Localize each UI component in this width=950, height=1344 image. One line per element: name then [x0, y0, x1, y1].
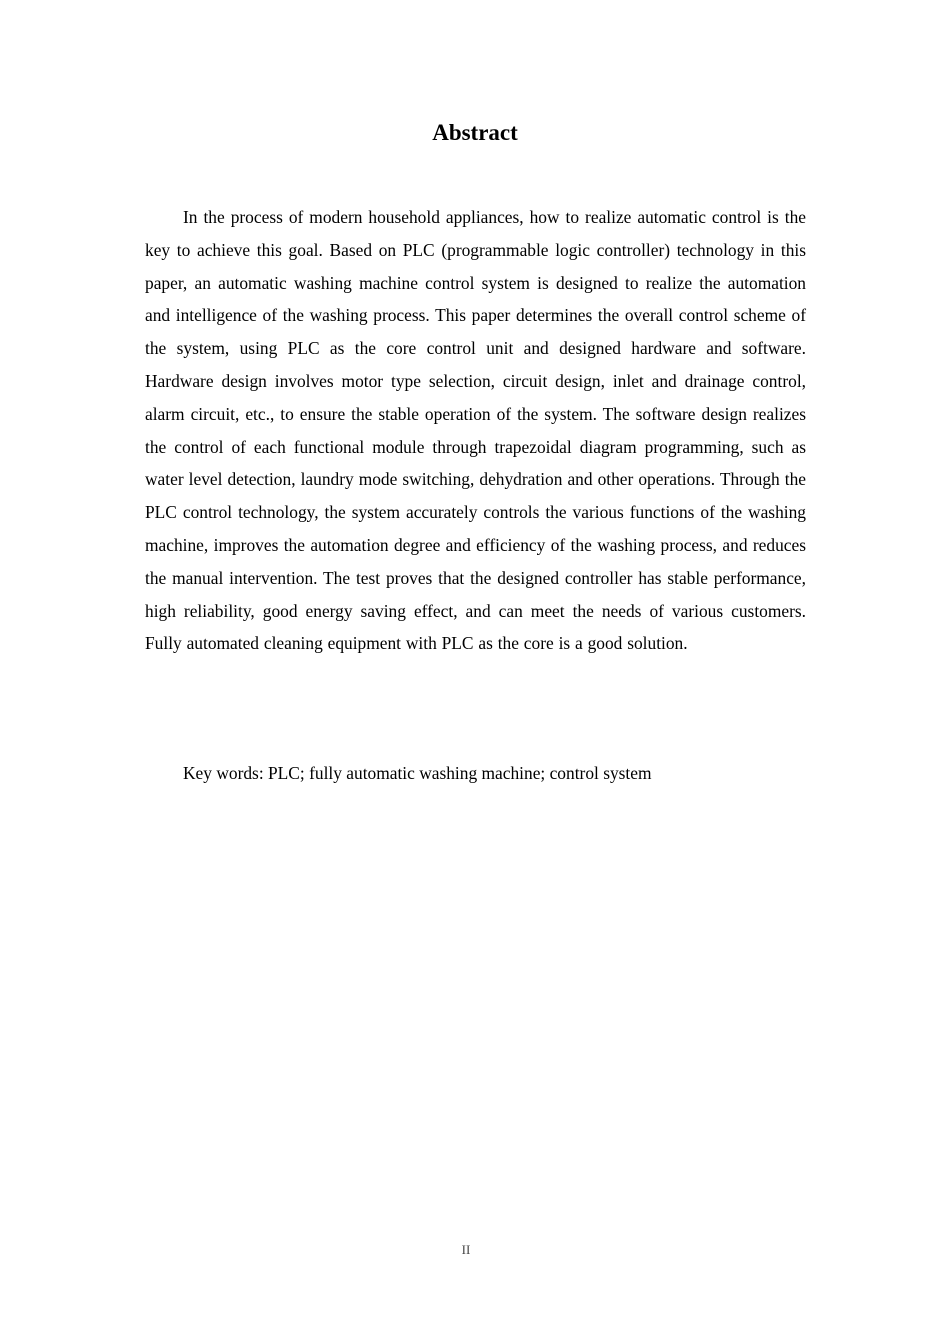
keywords: Key words: PLC; fully automatic washing machine; control system	[183, 763, 652, 783]
page-number: II	[461, 1242, 471, 1257]
abstract-body: In the process of modern household appliances, how to realize automatic control is the key to achieve this goal. Based on PLC (programmable logic controller) technology in this paper, an automatic washing machine control system is designed to realize the automation and intelligence of the washing process. This paper determines the overall control scheme of the system, using PLC as the core control unit and designed hardware and software. Hardware design involves motor type selection, circuit design, inlet and drainage control, alarm circuit, etc., to ensure the stable operation of the system. The software design realizes the control of each functional module through trapezoidal diagram programming, such as water level detection, laundry mode switching, dehydration and other operations. Through the PLC control technology, the system accurately controls the various functions of the washing machine, improves the automation degree and efficiency of the washing process, and reduces the manual intervention. The test proves that the designed controller has stable performance, high reliability, good energy saving effect, and can meet the needs of various customers. Fully automated cleaning equipment with PLC as the core is a good solution.	[145, 207, 806, 654]
abstract-title: Abstract	[432, 120, 518, 145]
